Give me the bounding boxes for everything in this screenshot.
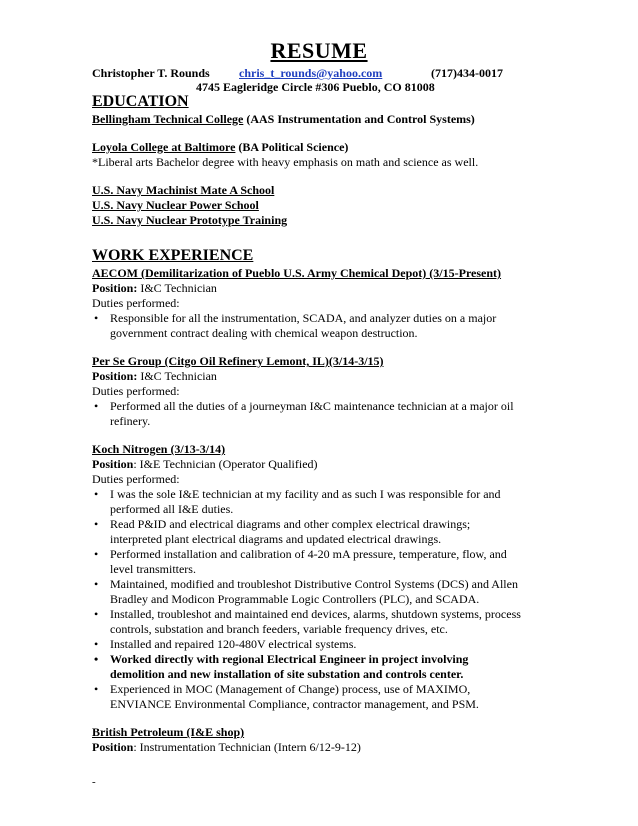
employer: Koch Nitrogen (3/13-3/14) xyxy=(92,442,226,456)
duties-label: Duties performed: xyxy=(92,384,180,398)
employer: Per Se Group (Citgo Oil Refinery Lemont, IL)(3/14-3/15) xyxy=(92,354,384,368)
position-title: I&C Technician xyxy=(140,281,217,295)
position-line xyxy=(92,457,612,472)
position-title: : I&E Technician (Operator Qualified) xyxy=(133,457,318,471)
position-line xyxy=(92,369,612,384)
position-label: Position xyxy=(92,740,134,754)
duty-item: • Worked directly with regional Electrical Engineer in project involving demolition and new installation of site substation and controls center. xyxy=(92,652,612,682)
duty-item: • Performed installation and calibration of 4-20 mA pressure, temperature, flow, and level transmitters. xyxy=(92,547,612,577)
school-name: Bellingham Technical College xyxy=(92,112,244,126)
duty-item: • Maintained, modified and troubleshot Distributive Control Systems (DCS) and Allen Bradley and Modicon Programmable Logic Controllers (PLC), and SCADA. xyxy=(92,577,612,607)
education-entry-2 xyxy=(92,140,612,155)
duty-item: • Read P&ID and electrical diagrams and other complex electrical drawings; interpreted plant electrical diagrams and updated electrical drawings. xyxy=(92,517,612,547)
school-note: *Liberal arts Bachelor degree with heavy emphasis on math and science as well. xyxy=(92,155,479,169)
school-degree: (AAS Instrumentation and Control Systems) xyxy=(246,112,475,126)
duties-list xyxy=(92,311,612,341)
education-entry-1 xyxy=(92,112,612,127)
duty-item: • Installed, troubleshot and maintained end devices, alarms, shutdown systems, process controls, substation and branch feeders, variable frequency drives, etc. xyxy=(92,607,612,637)
contact-name: Christopher T. Rounds xyxy=(92,66,210,80)
position-label: Position xyxy=(92,457,134,471)
duty-item: • I was the sole I&E technician at my facility and as such I was responsible for and performed all I&E duties. xyxy=(92,487,612,517)
duties-list xyxy=(92,399,612,429)
navy-school: U.S. Navy Machinist Mate A School xyxy=(92,183,275,197)
position-line xyxy=(92,281,612,296)
email-link[interactable]: chris_t_rounds@yahoo.com xyxy=(239,66,383,80)
duties-label: Duties performed: xyxy=(92,296,180,310)
navy-school: U.S. Navy Nuclear Prototype Training xyxy=(92,213,288,227)
contact-phone: (717)434-0017 xyxy=(431,66,503,80)
position-label: Position: xyxy=(92,369,138,383)
position-title: I&C Technician xyxy=(140,369,217,383)
duty-item: • Experienced in MOC (Management of Change) process, use of MAXIMO, ENVIANCE Environmental Compliance, contractor management, and PSM. xyxy=(92,682,612,712)
duties-list xyxy=(92,487,612,712)
position-line xyxy=(92,740,612,755)
page-title: RESUME xyxy=(270,38,368,63)
employer: AECOM (Demilitarization of Pueblo U.S. Army Chemical Depot) (3/15-Present) xyxy=(92,266,502,280)
footer-mark: - xyxy=(92,776,96,788)
education-heading: EDUCATION xyxy=(92,93,189,110)
school-degree: (BA Political Science) xyxy=(238,140,349,154)
duty-item: • Performed all the duties of a journeyman I&C maintenance technician at a major oil refinery. xyxy=(92,399,612,429)
duty-item: • Responsible for all the instrumentation, SCADA, and analyzer duties on a major government contract dealing with chemical weapon destruction. xyxy=(92,311,612,341)
contact-address: 4745 Eagleridge Circle #306 Pueblo, CO 81008 xyxy=(196,80,435,94)
duty-item: • Installed and repaired 120-480V electrical systems. xyxy=(92,637,612,652)
position-title: : Instrumentation Technician (Intern 6/12-9-12) xyxy=(133,740,361,754)
navy-school: U.S. Navy Nuclear Power School xyxy=(92,198,259,212)
resume-body xyxy=(92,92,612,755)
position-label: Position: xyxy=(92,281,138,295)
employer: British Petroleum (I&E shop) xyxy=(92,725,245,739)
school-name: Loyola College at Baltimore xyxy=(92,140,236,154)
duties-label: Duties performed: xyxy=(92,472,180,486)
work-heading: WORK EXPERIENCE xyxy=(92,247,254,264)
